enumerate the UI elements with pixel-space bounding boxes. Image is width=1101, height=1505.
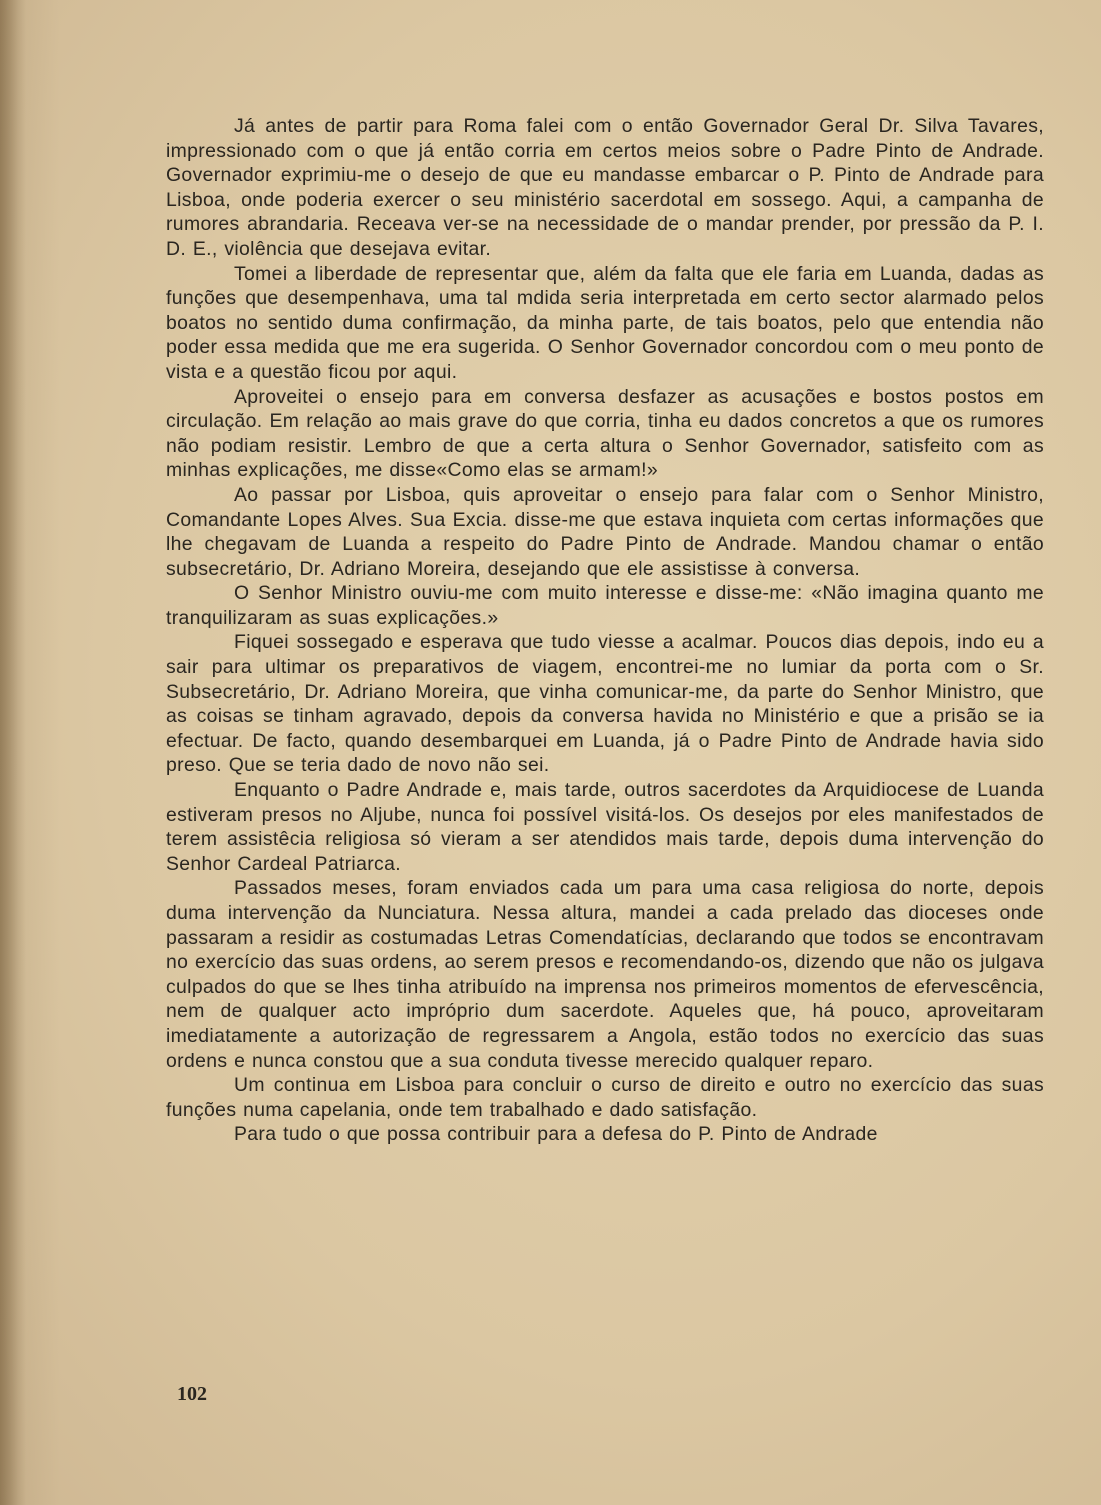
- paragraph: Para tudo o que possa contribuir para a defesa do P. Pinto de Andrade: [234, 1123, 878, 1146]
- paragraph: Enquanto o Padre Andrade e, mais tarde, outros sacerdotes da Arquidiocese de Luanda estiveram presos no Aljube, nunca foi possível visitá-los. Os desejos por eles manifestados de terem assistêcia religiosa só vieram a ser atendidos mais tarde, depois duma intervenção do Senhor Cardeal Patriarca.: [166, 779, 1044, 875]
- page-gutter-shadow: [0, 0, 26, 1505]
- paragraph: Ao passar por Lisboa, quis aproveitar o ensejo para falar com o Senhor Ministro, Comandante Lopes Alves. Sua Excia. disse-me que estava inquieta com certas informações que lhe chegavam de Luanda a respeito do Padre Pinto de Andrade. Mandou chamar o então subsecretário, Dr. Adriano Moreira, desejando que ele assistisse à conversa.: [166, 483, 1044, 580]
- body-text: [166, 114, 1044, 1147]
- paragraph: Fiquei sossegado e esperava que tudo viesse a acalmar. Poucos dias depois, indo eu a sair para ultimar os preparativos de viagem, encontrei-me no lumiar da porta com o Sr. Subsecretário, Dr. Adriano Moreira, que vinha comunicar-me, da parte do Senhor Ministro, que as coisas se tinham agravado, depois da conversa havida no Ministério e que a prisão se ia efectuar. De facto, quando desembarquei em Luanda, já o Padre Pinto de Andrade havia sido preso. Que se teria dado de novo não sei.: [166, 631, 1044, 777]
- paragraph: Um continua em Lisboa para concluir o curso de direito e outro no exercício das suas funções numa capelania, onde tem trabalhado e dado satisfação.: [166, 1074, 1044, 1121]
- paragraph: Já antes de partir para Roma falei com o então Governador Geral Dr. Silva Tavares, impressionado com o que já então corria em certos meios sobre o Padre Pinto de Andrade. Governador exprimiu-me o desejo de que eu mandasse embarcar o P. Pinto de Andrade para Lisboa, onde poderia exercer o seu ministério sacerdotal em sossego. Aqui, a campanha de rumores abrandaria. Receava ver-se na necessidade de o mandar prender, por pressão da P. I. D. E., violência que desejava evitar.: [166, 115, 1044, 260]
- paragraph: Tomei a liberdade de representar que, além da falta que ele faria em Luanda, dadas as funções que desempenhava, uma tal mdida seria interpretada em certo sector alarmado pelos boatos no sentido duma confirmação, da minha parte, de tais boatos, pelo que entendia não poder essa medida que me era sugerida. O Senhor Governador concordou com o meu ponto de vista e a questão ficou por aqui.: [166, 262, 1044, 383]
- page-number: 102: [177, 1383, 207, 1405]
- paragraph: O Senhor Ministro ouviu-me com muito interesse e disse-me: «Não imagina quanto me tranquilizaram as suas explicações.»: [166, 582, 1044, 629]
- paragraph: Aproveitei o ensejo para em conversa desfazer as acusações e bostos postos em circulação. Em relação ao mais grave do que corria, tinha eu dados concretos a que os rumores não podiam resistir. Lembro de que a certa altura o Senhor Governador, satisfeito com as minhas explicações, me disse«Como elas se armam!»: [166, 385, 1044, 482]
- paragraph: Passados meses, foram enviados cada um para uma casa religiosa do norte, depois duma intervenção da Nunciatura. Nessa altura, mandei a cada prelado das dioceses onde passaram a residir as costumadas Letras Comendatícias, declarando que todos se encontravam no exercício das suas ordens, ao serem presos e recomendando-os, dizendo que não os julgava culpados do que se lhes tinha atribuído na imprensa nos primeiros momentos de efervescência, nem de qualquer acto impróprio dum sacerdote. Aqueles que, há pouco, aproveitaram imediatamente a autorização de regressarem a Angola, estão todos no exercício das suas ordens e nunca constou que a sua conduta tivesse merecido qualquer reparo.: [166, 877, 1044, 1072]
